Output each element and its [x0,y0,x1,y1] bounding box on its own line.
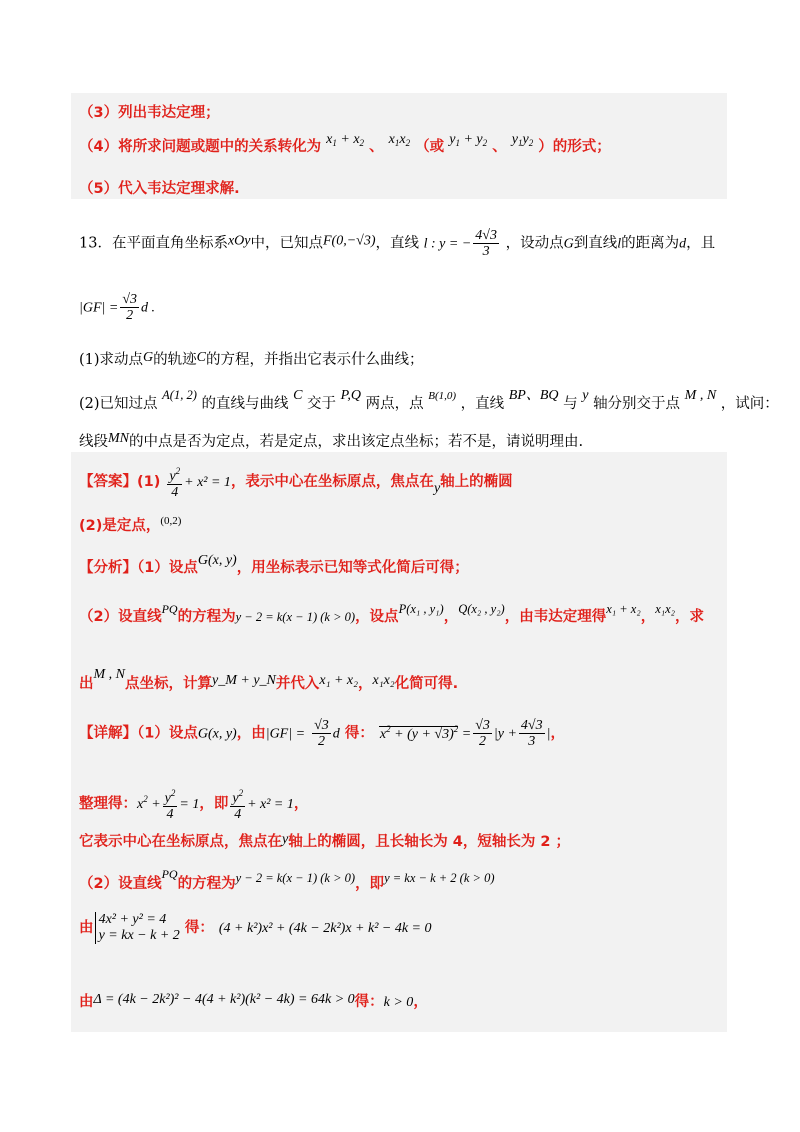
answer-line-1: 【答案】(1) $\frac{y^2}{4}$ + x² = 1，表示中心在坐标原点，焦点在y轴上的椭圆 [79,466,513,500]
hint-step-5: （5）代入韦达定理求解. [79,181,240,197]
problem-13-line-2: |GF| = $\frac{√3}{2}$ d . [79,292,155,323]
hint-step-4: （4）将所求问题或题中的关系转化为 $x_1 + x_2$ 、 $x_1x_2$ （或 $y_1 + y_2$ 、 $y_1y_2$ ）的形式； [79,132,611,155]
analysis-line-3: 出M , N点坐标，计算y_M + y_N并代入x₁ + x₂，x₁x₂化简可得. [79,667,459,692]
analysis-line-1: 【分析】（1）设点G(x, y)，用坐标表示已知等式化简后可得； [79,553,469,576]
problem-13-part-1: (1)求动点G的轨迹C的方程，并指出它表示什么曲线； [79,350,424,368]
detail-line-2: 整理得：$x^2$ + $\frac{y^2}{4}$ = 1，即 $\frac{y^2}{4}$ + x² = 1， [79,788,309,822]
problem-13-part-2-line-2: 线段MN的中点是否为定点，若是定点，求出该定点坐标；若不是，请说明理由. [79,431,584,450]
detail-line-5: 由 4x² + y² = 4 y = kx − k + 2 得： (4 + k²)x² + (4k − 2k²)x + k² − 4k = 0 [79,912,432,943]
detail-line-1: 【详解】（1）设点G(x, y)，由|GF| = $\frac{√3}{2}$ d 得： $x^2 + (y + √3)^2$ = $\frac{√3}{2}$ |y + $\frac{4√3}{3}$ |， [79,718,565,749]
equation-system: 4x² + y² = 4 y = kx − k + 2 [95,912,180,944]
detail-line-3: 它表示中心在坐标原点，焦点在y轴上的椭圆，且长轴长为 4，短轴长为 2 ； [79,832,571,850]
hint-step-3: （3）列出韦达定理； [79,105,220,121]
problem-13-part-2: (2)已知过点 A(1, 2) 的直线与曲线 C 交于 P,Q 两点，点 $^{B(1,0)}$ ，直线 BP、BQ 与 y 轴分别交于点 M , N ，试问： [79,388,779,412]
analysis-line-2: （2）设直线$^{PQ}$的方程为y − 2 = k(x − 1) (k > 0)，设点P(x₁ , y₁)，Q(x₂ , y₂)，由韦达定理得x₁ + x₂，x₁x₂，求 [79,602,704,625]
detail-line-6: 由Δ = (4k − 2k²)² − 4(4 + k²)(k² − 4k) = 64k > 0得：k > 0， [79,992,428,1010]
problem-13-line-1: 13．在平面直角坐标系xOy中，已知点F(0,−√3)，直线 l : y = − $\frac{4√3}{3}$ ，设动点G到直线l的距离为d，且 [79,228,716,259]
answer-line-2: (2)是定点，$^{(0,2)}$ [79,515,182,534]
detail-line-4: （2）设直线$^{PQ}$的方程为y − 2 = k(x − 1) (k > 0)，即y = kx − k + 2 (k > 0) [79,867,495,892]
